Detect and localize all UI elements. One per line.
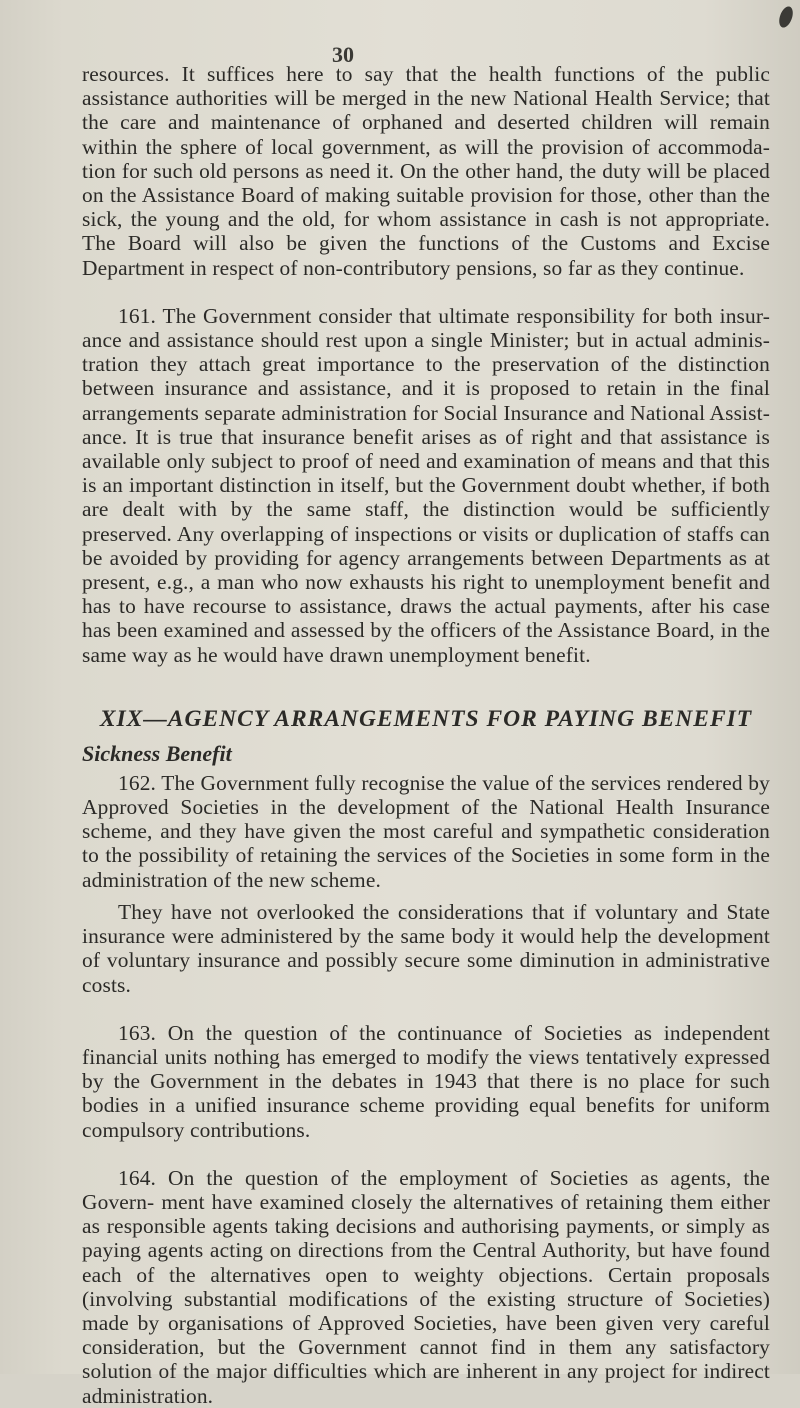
section-heading: XIX—AGENCY ARRANGEMENTS FOR PAYING BENEFIT <box>99 705 753 732</box>
subheading-sickness-benefit: Sickness Benefit <box>82 740 232 766</box>
page-body <box>82 62 770 1408</box>
paragraph-161: 161. The Government consider that ultimate responsibility for both insur- ance and assistance should rest upon a single Minister; but in actual adminis- tration they attach great importance to the preservation of the distinction between insurance and assistance, and it is proposed to retain in the final arrangements separate administration for Social Insurance and National Assist- ance. It is true that insurance benefit arises as of right and that assistance is available only subject to proof of need and examination of means and that this is an important distinction in itself, but the Government doubt whether, if both are dealt with by the same staff, the distinction would be sufficiently preserved. Any overlapping of inspections or visits or duplication of staffs can be avoided by providing for agency arrangements between Departments as at present, e.g., a man who now exhausts his right to unemployment benefit and has to have recourse to assistance, draws the actual payments, after his case has been examined and assessed by the officers of the Assistance Board, in the same way as he would have drawn unemployment benefit. <box>82 303 770 667</box>
paragraph-intro: resources. It suffices here to say that the health functions of the public assistance authorities will be merged in the new National Health Service; that the care and maintenance of orphaned and deserted children will remain within the sphere of local government, as will the provision of accommoda- tion for such old persons as need it. On the other hand, the duty will be placed on the Assistance Board of making suitable provision for those, other than the sick, the young and the old, for whom assistance in cash is not appropriate. The Board will also be given the functions of the Customs and Excise Department in respect of non-contributory pensions, so far as they continue. <box>82 62 770 280</box>
page-number: 30 <box>332 42 354 67</box>
paragraph-162-continued: They have not overlooked the considerations that if voluntary and State insurance were administered by the same body it would help the development of voluntary insurance and possibly secure some diminution in administrative costs. <box>82 899 770 997</box>
paragraph-164: 164. On the question of the employment of Societies as agents, the Govern- ment have examined closely the alternatives of retaining them either as responsible agents taking decisions and authorising payments, or simply as paying agents acting on directions from the Central Authority, but have found each of the alternatives open to weighty objections. Certain proposals (involving substantial modifications of the existing structure of Societies) made by organisations of Approved Societies, have been given very careful consideration, but the Government cannot find in them any satisfactory solution of the major difficulties which are inherent in any project for indirect administration. <box>82 1165 770 1408</box>
scan-speck <box>777 5 796 30</box>
paragraph-162: 162. The Government fully recognise the value of the services rendered by Approved Societies in the development of the National Health Insurance scheme, and they have given the most careful and sympathetic consideration to the possibility of retaining the services of the Societies in some form in the administration of the new scheme. <box>82 770 770 892</box>
paragraph-163: 163. On the question of the continuance of Societies as independent financial units nothing has emerged to modify the views tentatively expressed by the Government in the debates in 1943 that there is no place for such bodies in a unified insurance scheme providing equal benefits for uniform compulsory contributions. <box>82 1020 770 1142</box>
